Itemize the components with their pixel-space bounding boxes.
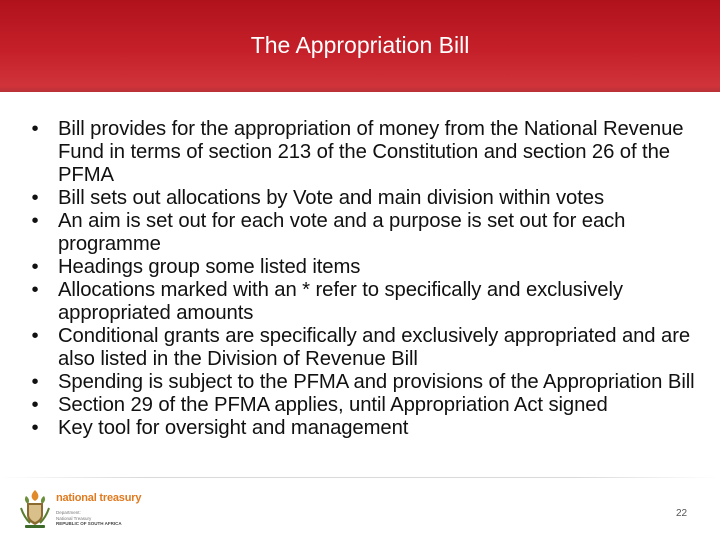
bullet-list <box>28 118 708 440</box>
country-name: REPUBLIC OF SOUTH AFRICA <box>56 521 122 526</box>
bullet-dot: • <box>31 371 39 393</box>
bullet-text: Key tool for oversight and management <box>58 417 409 439</box>
footer-divider <box>0 477 720 478</box>
page-number: 22 <box>676 508 688 519</box>
bullet-dot: • <box>31 325 39 347</box>
department-name: National Treasury <box>56 515 92 521</box>
bullet-item <box>28 325 708 371</box>
bullet-item <box>28 118 708 187</box>
bullet-item <box>28 394 708 417</box>
bullet-text: Conditional grants are specifically and exclusively appropriated and are also listed in the Division of Revenue Bill <box>58 325 691 370</box>
brand-block <box>56 492 141 526</box>
bullet-text: An aim is set out for each vote and a purpose is set out for each programme <box>58 210 626 255</box>
bullet-dot: • <box>31 118 39 140</box>
title-bar <box>0 0 720 92</box>
department-label: Department: <box>56 510 81 515</box>
bullet-item <box>28 256 708 279</box>
bullet-dot: • <box>31 210 39 232</box>
bullet-dot: • <box>31 256 39 278</box>
bullet-item <box>28 210 708 256</box>
bullet-text: Spending is subject to the PFMA and provisions of the Appropriation Bill <box>58 371 695 393</box>
bullet-text: Section 29 of the PFMA applies, until Appropriation Act signed <box>58 394 608 416</box>
bullet-item <box>28 279 708 325</box>
bullet-item <box>28 371 708 394</box>
bullet-text: Allocations marked with an * refer to specifically and exclusively appropriated amounts <box>58 279 623 324</box>
title-bar-shade <box>0 86 720 92</box>
bullet-text: Bill provides for the appropriation of money from the National Revenue Fund in terms of section 213 of the Constitution and section 26 of the PFMA <box>58 118 684 186</box>
bullet-item <box>28 187 708 210</box>
coat-of-arms-icon <box>18 488 52 530</box>
slide-title: The Appropriation Bill <box>250 32 470 58</box>
brand-name: national treasury <box>56 492 142 504</box>
bullet-dot: • <box>31 394 39 416</box>
bullet-dot: • <box>31 187 39 209</box>
bullet-text: Bill sets out allocations by Vote and main division within votes <box>58 187 604 209</box>
bullet-item <box>28 417 708 440</box>
bullet-dot: • <box>31 417 39 439</box>
bullet-dot: • <box>31 279 39 301</box>
bullet-text: Headings group some listed items <box>58 256 361 278</box>
